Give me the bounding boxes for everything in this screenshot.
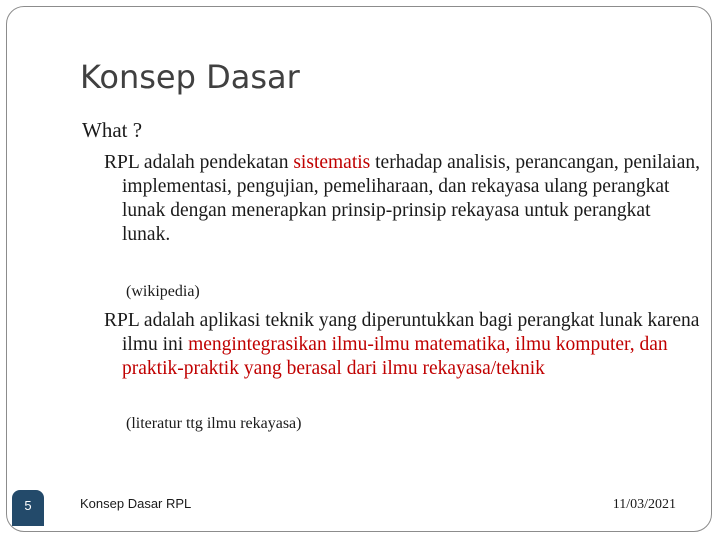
footer-title: Konsep Dasar RPL bbox=[80, 496, 192, 511]
definition-paragraph-1 bbox=[104, 150, 702, 247]
page-number: 5 bbox=[24, 498, 32, 513]
slide-title: Konsep Dasar bbox=[80, 58, 300, 96]
footer-date: 11/03/2021 bbox=[612, 497, 676, 512]
citation-2: (literatur ttg ilmu rekayasa) bbox=[126, 415, 302, 432]
page-number-badge bbox=[12, 490, 44, 526]
para2-highlight: mengintegrasikan ilmu-ilmu matematika, ilmu komputer, dan praktik-praktik yang berasal dari ilmu rekayasa/teknik bbox=[122, 334, 668, 379]
para1-text-a: RPL adalah pendekatan bbox=[104, 152, 294, 173]
para1-text-c: terhadap analisis, perancangan, penilaian, implementasi, pengujian, pemeliharaan, dan rekayasa ulang perangkat lunak dengan menerapkan prinsip-prinsip rekayasa untuk perangkat lunak. bbox=[122, 152, 700, 245]
bullet-what bbox=[82, 118, 142, 143]
bullet-what-text: What ? bbox=[82, 118, 143, 142]
para2-text-a: RPL adalah aplikasi teknik yang diperuntukkan bagi perangkat lunak karena ilmu ini bbox=[104, 310, 700, 355]
para1-highlight: sistematis bbox=[293, 152, 371, 173]
definition-paragraph-2 bbox=[104, 308, 702, 381]
citation-1: (wikipedia) bbox=[126, 283, 200, 300]
